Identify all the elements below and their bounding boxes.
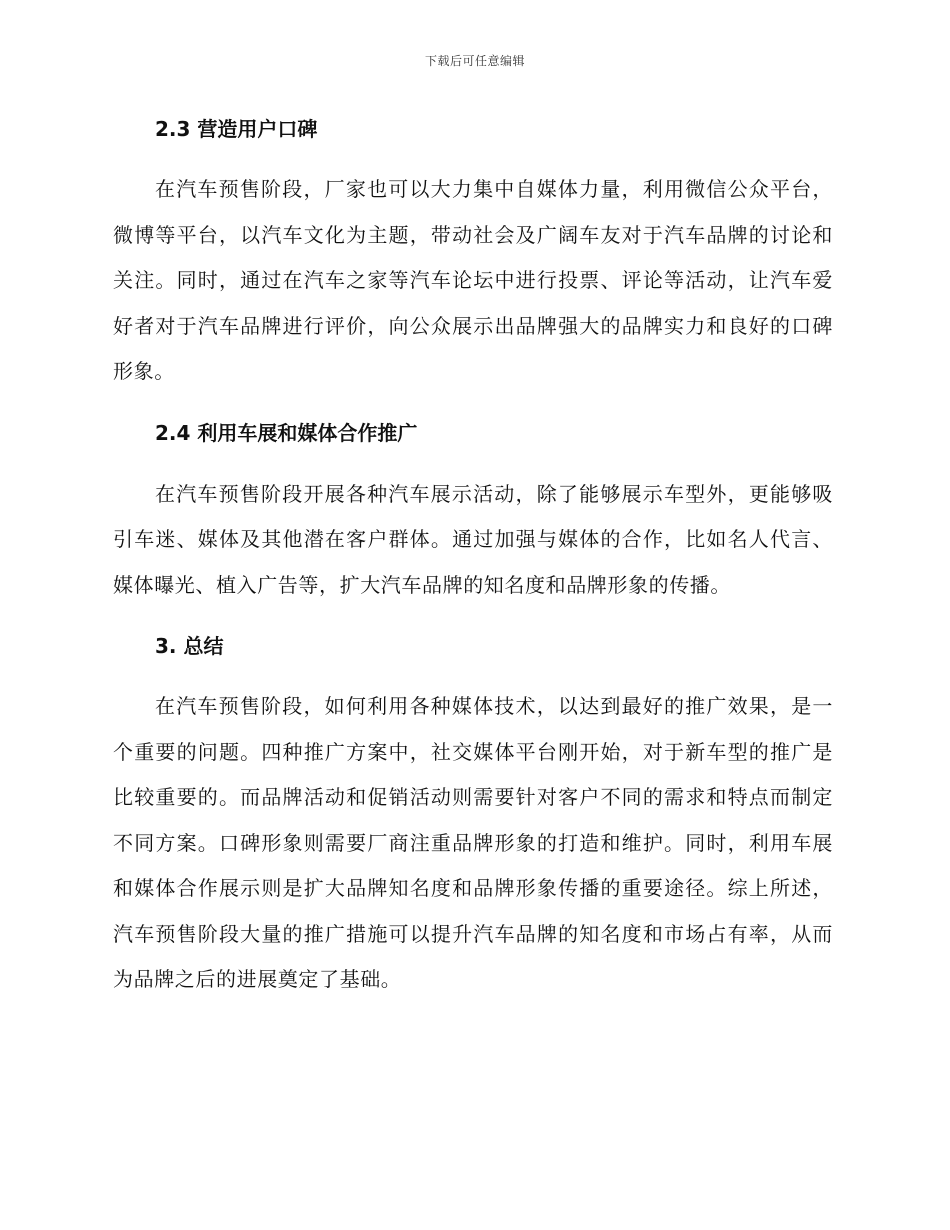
section-heading-3: 3. 总结 <box>155 634 224 658</box>
section-paragraph-2-3: 在汽车预售阶段，厂家也可以大力集中自媒体力量，利用微信公众平台，微博等平台，以汽车文化为主题，带动社会及广阔车友对于汽车品牌的讨论和关注。同时，通过在汽车之家等汽车论坛中进行投票、评论等活动，让汽车爱好者对于汽车品牌进行评价，向公众展示出品牌强大的品牌实力和良好的口碑形象。 <box>113 177 833 383</box>
section-heading-2-4: 2.4 利用车展和媒体合作推广 <box>155 420 418 445</box>
page-header: 下载后可任意编辑 <box>424 54 525 68</box>
section-heading-2-3: 2.3 营造用户口碑 <box>155 117 318 141</box>
section-paragraph-3: 在汽车预售阶段，如何利用各种媒体技术，以达到最好的推广效果，是一个重要的问题。四种推广方案中，社交媒体平台刚开始，对于新车型的推广是比较重要的。而品牌活动和促销活动则需要针对客户不同的需求和特点而制定不同方案。口碑形象则需要厂商注重品牌形象的打造和维护。同时，利用车展和媒体合作展示则是扩大品牌知名度和品牌形象传播的重要途径。综上所述，汽车预售阶段大量的推广措施可以提升汽车品牌的知名度和市场占有率，从而为品牌之后的进展奠定了基础。 <box>113 694 833 991</box>
section-paragraph-2-4: 在汽车预售阶段开展各种汽车展示活动，除了能够展示车型外，更能够吸引车迷、媒体及其他潜在客户群体。通过加强与媒体的合作，比如名人代言、媒体曝光、植入广告等，扩大汽车品牌的知名度和品牌形象的传播。 <box>113 481 833 597</box>
document-body <box>113 113 833 1003</box>
